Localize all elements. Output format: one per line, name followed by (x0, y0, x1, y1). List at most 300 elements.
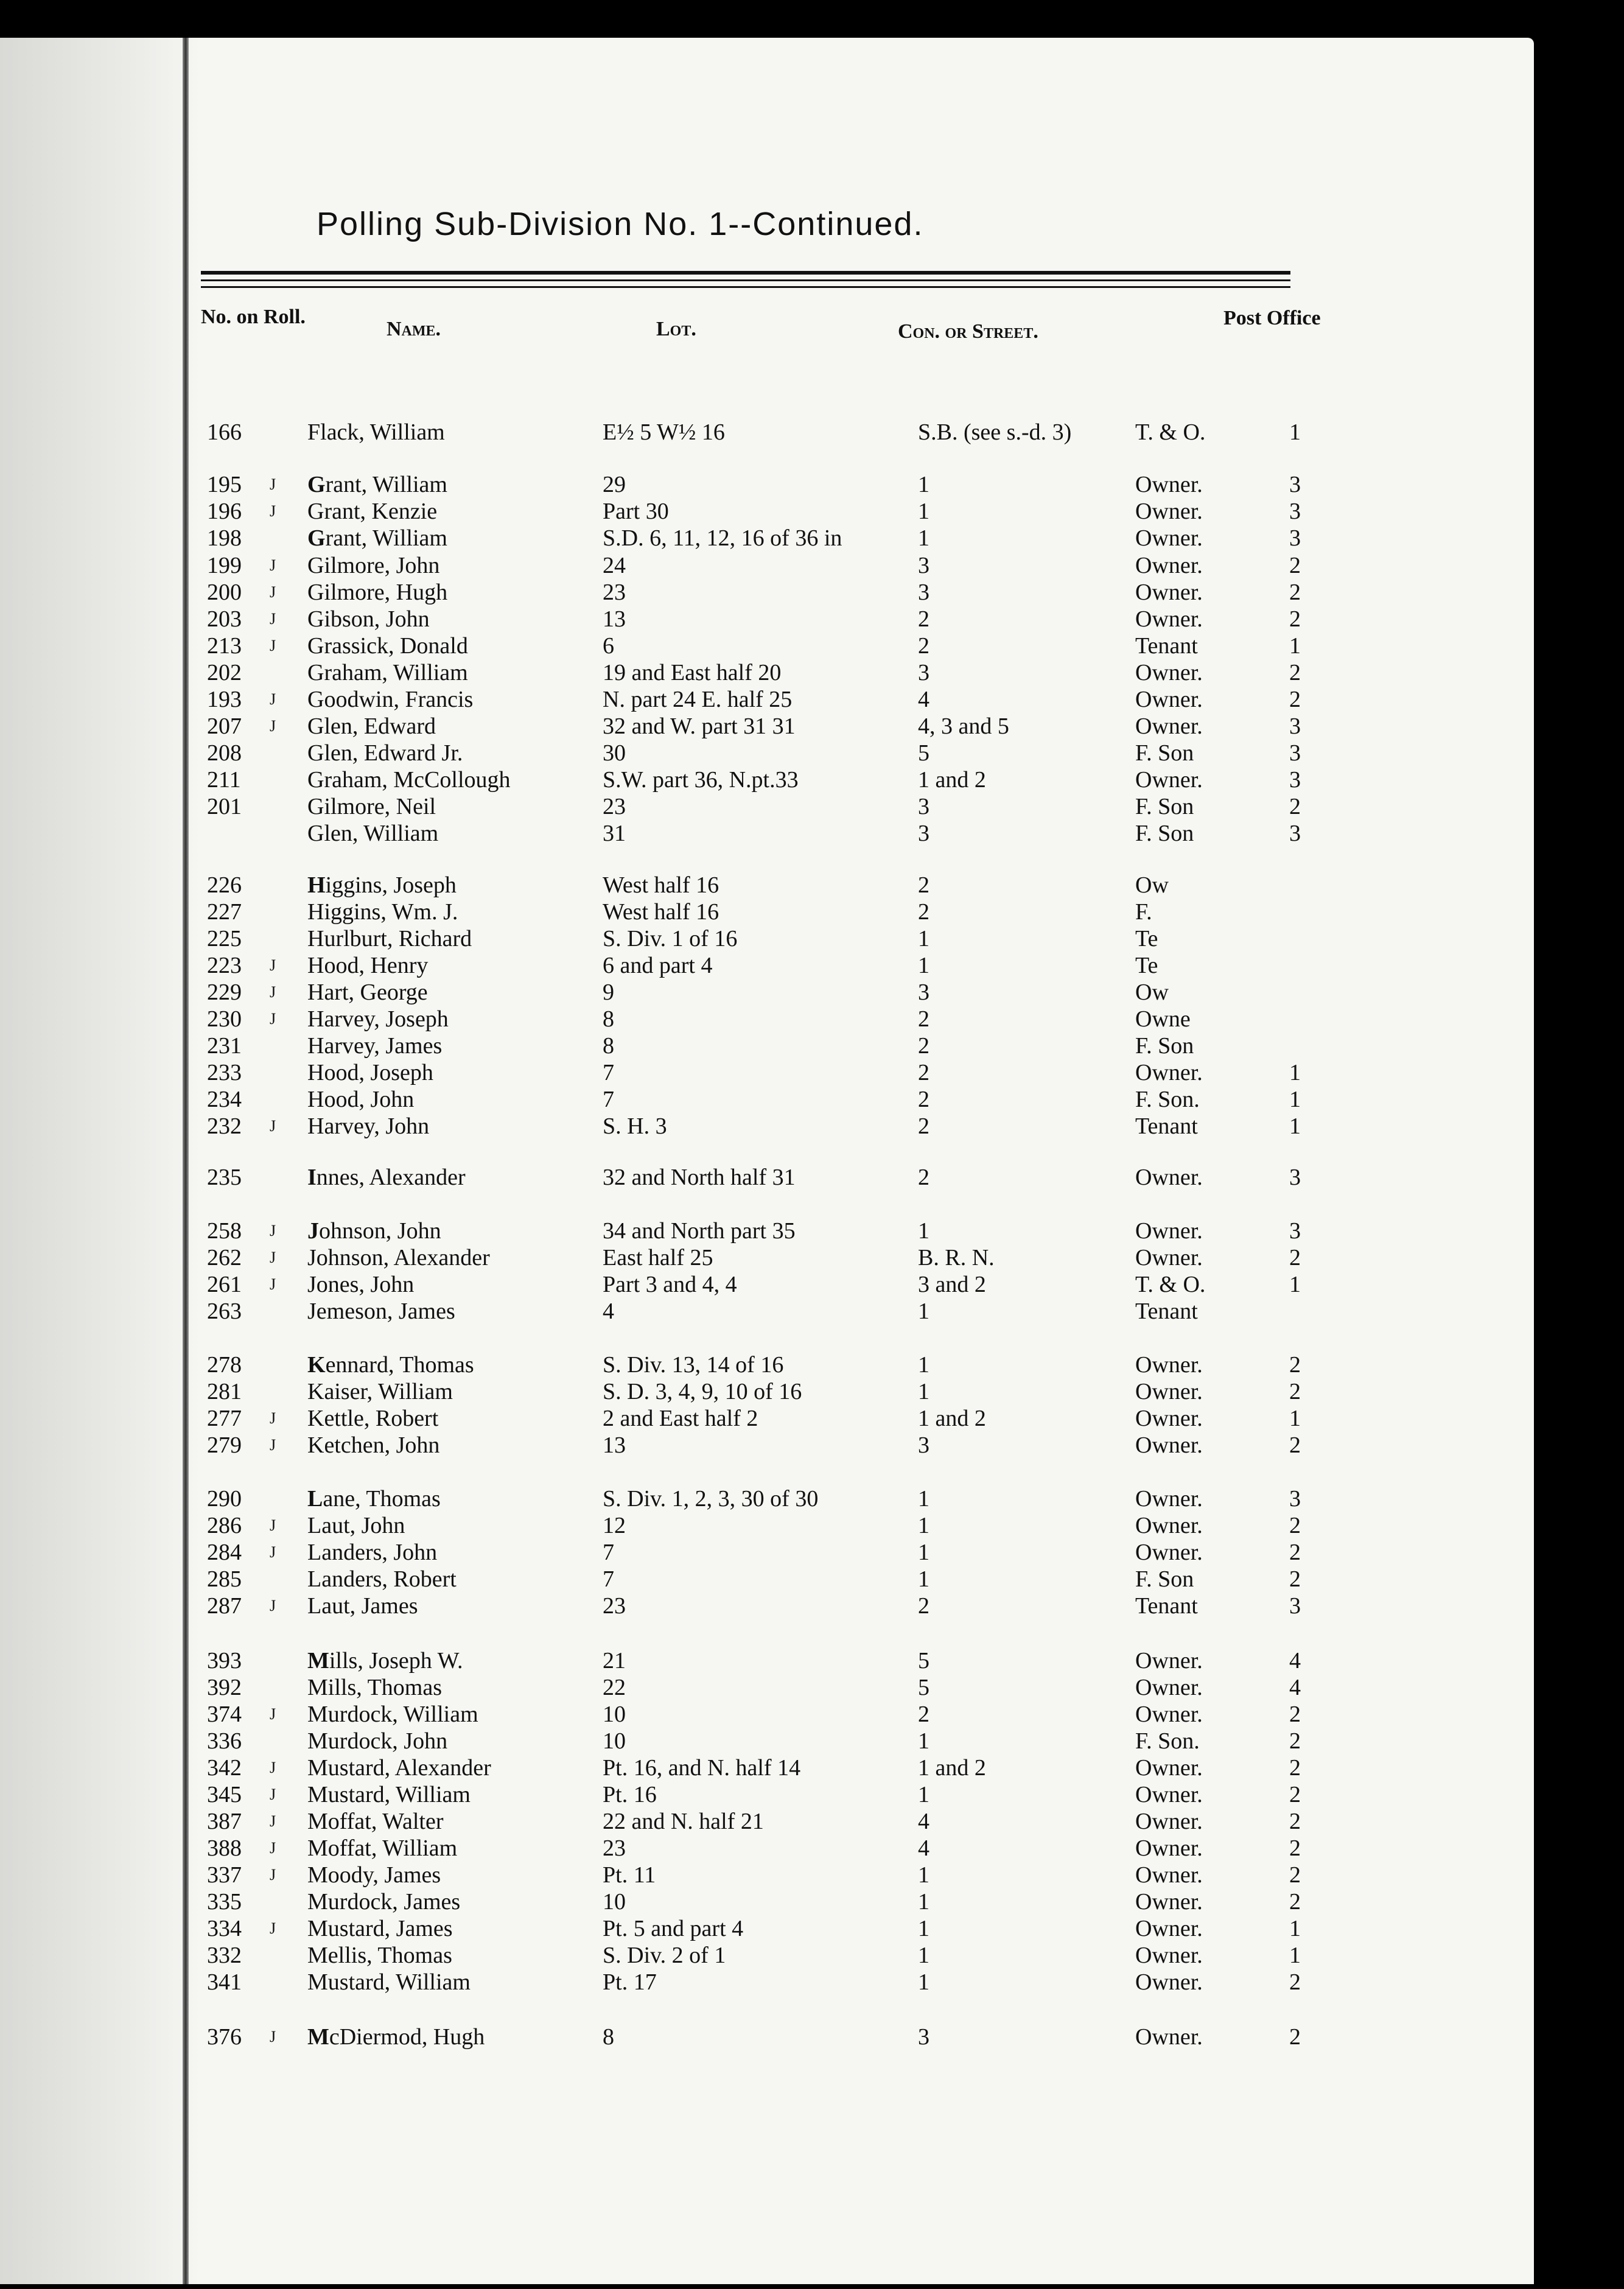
roll-number: 232 (207, 1113, 242, 1139)
juror-mark: J (270, 1516, 276, 1534)
lot-description: 7 (603, 1060, 614, 1085)
voter-name: Higgins, Wm. J. (307, 899, 458, 925)
concession-or-street: 1 (918, 926, 929, 952)
table-row (201, 1164, 1301, 1191)
occupancy-status: Owner. (1135, 767, 1203, 793)
lot-description: 22 and N. half 21 (603, 1809, 764, 1834)
table-row (201, 1485, 1301, 1512)
juror-mark: J (270, 1543, 276, 1561)
occupancy-status: Owner. (1135, 1379, 1203, 1404)
voter-name: McDiermod, Hugh (307, 2024, 485, 2050)
roll-number: 278 (207, 1352, 242, 1378)
roll-number: 290 (207, 1486, 242, 1512)
concession-or-street: 1 and 2 (918, 1755, 986, 1781)
group-initial-letter: M (307, 2024, 329, 2050)
roll-number: 258 (207, 1218, 242, 1244)
table-row (201, 1647, 1301, 1674)
lot-description: 6 (603, 633, 614, 659)
concession-or-street: 2 (918, 872, 929, 898)
concession-or-street: 3 (918, 660, 929, 685)
lot-description: S. Div. 1 of 16 (603, 926, 738, 952)
post-office-number: 3 (1289, 767, 1301, 793)
occupancy-status: Owner. (1135, 580, 1203, 605)
column-header-post-office: Post Office (1223, 307, 1321, 329)
voter-name: Laut, James (307, 1593, 418, 1619)
table-row (201, 1593, 1301, 1619)
post-office-number: 3 (1289, 1593, 1301, 1619)
concession-or-street: 1 (918, 525, 929, 551)
lot-description: S.W. part 36, N.pt.33 (603, 767, 799, 793)
lot-description: 23 (603, 580, 626, 605)
roll-number: 234 (207, 1087, 242, 1112)
voter-name: Jones, John (307, 1272, 415, 1297)
roll-number: 345 (207, 1782, 242, 1807)
lot-description: 12 (603, 1513, 626, 1538)
roll-number: 392 (207, 1675, 242, 1700)
concession-or-street: 1 (918, 1513, 929, 1538)
table-row (201, 552, 1301, 579)
post-office-number: 3 (1289, 525, 1301, 551)
concession-or-street: 1 (918, 1540, 929, 1565)
voter-name: Flack, William (307, 419, 445, 445)
group-initial-letter: L (307, 1486, 323, 1512)
table-row (201, 1271, 1301, 1298)
voter-name: Harvey, Joseph (307, 1006, 449, 1032)
lot-description: S. D. 3, 4, 9, 10 of 16 (603, 1379, 802, 1404)
page-content (201, 38, 1321, 2284)
roll-number: 199 (207, 553, 242, 578)
voter-name: Hart, George (307, 980, 428, 1005)
post-office-number: 3 (1289, 740, 1301, 766)
table-row (201, 1539, 1301, 1566)
post-office-number: 2 (1289, 1513, 1301, 1538)
voter-name: Johnson, John (307, 1218, 441, 1244)
occupancy-status: Owner. (1135, 2024, 1203, 2050)
occupancy-status: Owner. (1135, 687, 1203, 712)
voter-name: Landers, John (307, 1540, 438, 1565)
table-row (201, 925, 1297, 952)
occupancy-status: Owner. (1135, 1675, 1203, 1700)
table-row (201, 1378, 1301, 1405)
voter-name: Murdock, William (307, 1702, 478, 1727)
concession-or-street: 2 (918, 1087, 929, 1112)
lot-description: 24 (603, 553, 626, 578)
juror-mark: J (270, 1866, 276, 1884)
post-office-number: 2 (1289, 794, 1301, 819)
lot-description: Part 30 (603, 499, 669, 524)
post-office-number: 2 (1289, 660, 1301, 685)
concession-or-street: 3 (918, 980, 929, 1005)
post-office-number: 2 (1289, 2024, 1301, 2050)
occupancy-status: Owner. (1135, 1513, 1203, 1538)
table-row (201, 1032, 1297, 1059)
post-office-number: 1 (1289, 1087, 1301, 1112)
table-row (201, 1086, 1301, 1113)
table-row (201, 1969, 1301, 1996)
lot-description: Pt. 16, and N. half 14 (603, 1755, 801, 1781)
voter-name: Gilmore, Neil (307, 794, 436, 819)
voter-name: Hood, Henry (307, 953, 429, 978)
post-office-number: 3 (1289, 1218, 1301, 1244)
table-row (201, 1888, 1301, 1915)
post-office-number: 2 (1289, 1702, 1301, 1727)
concession-or-street: 2 (918, 1033, 929, 1059)
occupancy-status: F. Son. (1135, 1087, 1200, 1112)
lot-description: 22 (603, 1675, 626, 1700)
table-row (201, 1781, 1301, 1808)
concession-or-street: 1 and 2 (918, 1406, 986, 1431)
concession-or-street: 2 (918, 1165, 929, 1190)
lot-description: 30 (603, 740, 626, 766)
lot-description: 7 (603, 1087, 614, 1112)
post-office-number: 2 (1289, 687, 1301, 712)
voter-name: Mustard, William (307, 1782, 471, 1807)
voter-name: Grassick, Donald (307, 633, 468, 659)
occupancy-status: F. Son (1135, 740, 1194, 766)
roll-number: 166 (207, 419, 242, 445)
table-row (201, 686, 1301, 713)
post-office-number: 2 (1289, 553, 1301, 578)
group-initial-letter: I (307, 1165, 317, 1190)
post-office-number: 1 (1289, 633, 1301, 659)
roll-number: 235 (207, 1165, 242, 1190)
concession-or-street: 1 (918, 953, 929, 978)
occupancy-status: Te (1135, 953, 1158, 978)
concession-or-street: 3 (918, 794, 929, 819)
lot-description: 8 (603, 1006, 614, 1032)
roll-number: 332 (207, 1943, 242, 1968)
lot-description: 9 (603, 980, 614, 1005)
occupancy-status: Owner. (1135, 1889, 1203, 1915)
roll-number: 223 (207, 953, 242, 978)
table-row (201, 633, 1301, 659)
roll-number: 277 (207, 1406, 242, 1431)
occupancy-status: Owner. (1135, 606, 1203, 632)
table-row (201, 1915, 1301, 1942)
post-office-number: 2 (1289, 1566, 1301, 1592)
lot-description: 23 (603, 794, 626, 819)
occupancy-status: Owner. (1135, 553, 1203, 578)
concession-or-street: 2 (918, 1113, 929, 1139)
occupancy-status: Owner. (1135, 1702, 1203, 1727)
voter-name: Goodwin, Francis (307, 687, 474, 712)
roll-number: 226 (207, 872, 242, 898)
lot-description: 10 (603, 1702, 626, 1727)
roll-number: 201 (207, 794, 242, 819)
table-row (201, 1862, 1301, 1888)
lot-description: S. Div. 1, 2, 3, 30 of 30 (603, 1486, 819, 1512)
post-office-number: 2 (1289, 1245, 1301, 1271)
voter-name: Kaiser, William (307, 1379, 453, 1404)
table-row (201, 1728, 1301, 1754)
page-title: Polling Sub-Division No. 1--Continued. (317, 206, 924, 242)
roll-number: 279 (207, 1432, 242, 1458)
occupancy-status: Owner. (1135, 1916, 1203, 1941)
voter-name: Mustard, James (307, 1916, 453, 1941)
table-row (201, 1244, 1301, 1271)
roll-number: 207 (207, 713, 242, 739)
roll-number: 230 (207, 1006, 242, 1032)
post-office-number: 2 (1289, 1755, 1301, 1781)
juror-mark: J (270, 610, 276, 628)
lot-description: West half 16 (603, 899, 719, 925)
roll-number: 195 (207, 472, 242, 497)
lot-description: East half 25 (603, 1245, 713, 1271)
voter-name: Landers, Robert (307, 1566, 457, 1592)
occupancy-status: Owner. (1135, 1782, 1203, 1807)
voter-name: Glen, Edward Jr. (307, 740, 463, 766)
occupancy-status: F. Son (1135, 794, 1194, 819)
voter-name: Harvey, John (307, 1113, 430, 1139)
juror-mark: J (270, 475, 276, 493)
voter-name: Gilmore, John (307, 553, 440, 578)
post-office-number: 2 (1289, 1352, 1301, 1378)
table-row (201, 1808, 1301, 1835)
group-initial-letter: G (307, 525, 326, 551)
concession-or-street: 1 (918, 1299, 929, 1324)
lot-description: 32 and W. part 31 31 (603, 713, 796, 739)
concession-or-street: 1 (918, 1889, 929, 1915)
voter-name: Lane, Thomas (307, 1486, 441, 1512)
lot-description: N. part 24 E. half 25 (603, 687, 793, 712)
occupancy-status: Owner. (1135, 1432, 1203, 1458)
post-office-number: 2 (1289, 1835, 1301, 1861)
lot-description: S. Div. 2 of 1 (603, 1943, 726, 1968)
table-row (201, 1405, 1301, 1432)
lot-description: 29 (603, 472, 626, 497)
lot-description: 4 (603, 1299, 614, 1324)
table-row (201, 1512, 1301, 1539)
lot-description: 2 and East half 2 (603, 1406, 758, 1431)
occupancy-status: Te (1135, 926, 1158, 952)
juror-mark: J (270, 1222, 276, 1239)
occupancy-status: Owner. (1135, 1943, 1203, 1968)
post-office-number: 3 (1289, 1165, 1301, 1190)
juror-mark: J (270, 1117, 276, 1135)
post-office-number: 4 (1289, 1648, 1301, 1674)
occupancy-status: Owner. (1135, 1969, 1203, 1995)
concession-or-street: 3 (918, 2024, 929, 2050)
voter-name: Kennard, Thomas (307, 1352, 474, 1378)
voter-name: Jemeson, James (307, 1299, 455, 1324)
post-office-number: 2 (1289, 1540, 1301, 1565)
lot-description: 21 (603, 1648, 626, 1674)
lot-description: 7 (603, 1566, 614, 1592)
table-row (201, 872, 1297, 899)
juror-mark: J (270, 1919, 276, 1937)
voter-name: Graham, McCollough (307, 767, 511, 793)
roll-number: 200 (207, 580, 242, 605)
juror-mark: J (270, 1786, 276, 1803)
roll-number: 225 (207, 926, 242, 952)
voter-name: Grant, William (307, 525, 447, 551)
table-row (201, 1059, 1301, 1086)
juror-mark: J (270, 1597, 276, 1614)
occupancy-status: Owner. (1135, 1540, 1203, 1565)
table-row (201, 820, 1301, 847)
group-initial-letter: M (307, 1648, 329, 1674)
occupancy-status: Owner. (1135, 1352, 1203, 1378)
table-row (201, 899, 1297, 925)
post-office-number: 1 (1289, 1113, 1301, 1139)
roll-number: 334 (207, 1916, 242, 1941)
table-row (201, 1113, 1301, 1140)
concession-or-street: 2 (918, 899, 929, 925)
voter-name: Moffat, Walter (307, 1809, 444, 1834)
post-office-number: 2 (1289, 1379, 1301, 1404)
occupancy-status: F. (1135, 899, 1152, 925)
juror-mark: J (270, 1275, 276, 1293)
post-office-number: 2 (1289, 1969, 1301, 1995)
page-binding-edge (183, 38, 189, 2284)
concession-or-street: 1 (918, 1218, 929, 1244)
juror-mark: J (270, 1010, 276, 1028)
occupancy-status: Tenant (1135, 1113, 1198, 1139)
table-row (201, 1835, 1301, 1862)
occupancy-status: Owner. (1135, 1648, 1203, 1674)
roll-number: 341 (207, 1969, 242, 1995)
occupancy-status: Owner. (1135, 660, 1203, 685)
occupancy-status: Ow (1135, 980, 1169, 1005)
juror-mark: J (270, 637, 276, 654)
roll-number: 342 (207, 1755, 242, 1781)
juror-mark: J (270, 1249, 276, 1266)
concession-or-street: 1 (918, 1943, 929, 1968)
post-office-number: 2 (1289, 1432, 1301, 1458)
voter-name: Mustard, William (307, 1969, 471, 1995)
voter-name: Moody, James (307, 1862, 441, 1888)
voter-name: Grant, William (307, 472, 447, 497)
column-header-name: Name. (387, 318, 441, 340)
occupancy-status: Owne (1135, 1006, 1191, 1032)
occupancy-status: Owner. (1135, 1809, 1203, 1834)
occupancy-status: F. Son (1135, 821, 1194, 846)
lot-description: 32 and North half 31 (603, 1165, 796, 1190)
post-office-number: 3 (1289, 499, 1301, 524)
concession-or-street: 4 (918, 1835, 929, 1861)
juror-mark: J (270, 956, 276, 974)
voter-name: Johnson, Alexander (307, 1245, 490, 1271)
table-row (201, 659, 1301, 686)
occupancy-status: Tenant (1135, 1299, 1198, 1324)
concession-or-street: 1 (918, 1969, 929, 1995)
juror-mark: J (270, 717, 276, 735)
post-office-number: 2 (1289, 580, 1301, 605)
occupancy-status: Owner. (1135, 525, 1203, 551)
occupancy-status: Owner. (1135, 1862, 1203, 1888)
lot-description: 13 (603, 606, 626, 632)
post-office-number: 2 (1289, 1782, 1301, 1807)
roll-number: 196 (207, 499, 242, 524)
voter-name: Mustard, Alexander (307, 1755, 491, 1781)
table-row (201, 1701, 1301, 1728)
column-header-con-or-street: Con. or Street. (898, 320, 1038, 343)
roll-number: 227 (207, 899, 242, 925)
occupancy-status: Owner. (1135, 1218, 1203, 1244)
juror-mark: J (270, 1409, 276, 1427)
concession-or-street: 1 (918, 1916, 929, 1941)
group-initial-letter: J (307, 1218, 319, 1244)
table-row (201, 1218, 1301, 1244)
table-row (201, 952, 1297, 979)
concession-or-street: 2 (918, 1060, 929, 1085)
concession-or-street: 5 (918, 1648, 929, 1674)
header-rule-thin-lower (201, 286, 1290, 288)
table-row (201, 1566, 1301, 1593)
roll-number: 335 (207, 1889, 242, 1915)
lot-description: 7 (603, 1540, 614, 1565)
voter-name: Hood, Joseph (307, 1060, 433, 1085)
occupancy-status: Owner. (1135, 1060, 1203, 1085)
concession-or-street: 3 (918, 553, 929, 578)
lot-description: Pt. 16 (603, 1782, 657, 1807)
lot-description: 19 and East half 20 (603, 660, 782, 685)
lot-description: 31 (603, 821, 626, 846)
column-header-lot: Lot. (656, 318, 696, 340)
roll-number: 285 (207, 1566, 242, 1592)
roll-number: 203 (207, 606, 242, 632)
roll-number: 284 (207, 1540, 242, 1565)
lot-description: 8 (603, 1033, 614, 1059)
column-header-roll: No. on Roll. (201, 306, 306, 328)
concession-or-street: 1 (918, 1728, 929, 1754)
lot-description: 10 (603, 1728, 626, 1754)
voter-name: Murdock, James (307, 1889, 461, 1915)
post-office-number: 1 (1289, 1272, 1301, 1297)
roll-number: 208 (207, 740, 242, 766)
post-office-number: 4 (1289, 1675, 1301, 1700)
group-initial-letter: K (307, 1352, 326, 1378)
roll-number: 211 (207, 767, 241, 793)
table-row (201, 793, 1301, 820)
lot-description: Pt. 5 and part 4 (603, 1916, 744, 1941)
juror-mark: J (270, 1759, 276, 1776)
table-row (201, 1674, 1301, 1701)
table-row (201, 471, 1301, 498)
post-office-number: 1 (1289, 1916, 1301, 1941)
roll-number: 376 (207, 2024, 242, 2050)
lot-description: E½ 5 W½ 16 (603, 419, 725, 445)
voter-name: Gibson, John (307, 606, 430, 632)
voter-name: Hurlburt, Richard (307, 926, 472, 952)
table-row (201, 579, 1301, 606)
voter-name: Murdock, John (307, 1728, 448, 1754)
roll-number: 286 (207, 1513, 242, 1538)
table-row (201, 419, 1301, 446)
voter-name: Glen, Edward (307, 713, 436, 739)
document-page (0, 38, 1534, 2284)
concession-or-street: 3 (918, 821, 929, 846)
concession-or-street: 3 and 2 (918, 1272, 986, 1297)
concession-or-street: 2 (918, 1702, 929, 1727)
occupancy-status: Owner. (1135, 713, 1203, 739)
post-office-number: 1 (1289, 1060, 1301, 1085)
table-row (201, 713, 1301, 740)
concession-or-street: S.B. (see s.-d. 3) (918, 419, 1072, 445)
roll-number: 281 (207, 1379, 242, 1404)
roll-number: 337 (207, 1862, 242, 1888)
concession-or-street: 3 (918, 580, 929, 605)
voter-name: Mills, Thomas (307, 1675, 442, 1700)
concession-or-street: 1 (918, 1379, 929, 1404)
concession-or-street: 1 (918, 499, 929, 524)
roll-number: 374 (207, 1702, 242, 1727)
roll-number: 231 (207, 1033, 242, 1059)
voter-name: Mills, Joseph W. (307, 1648, 463, 1674)
occupancy-status: Owner. (1135, 1835, 1203, 1861)
occupancy-status: Ow (1135, 872, 1169, 898)
voter-name: Grant, Kenzie (307, 499, 438, 524)
